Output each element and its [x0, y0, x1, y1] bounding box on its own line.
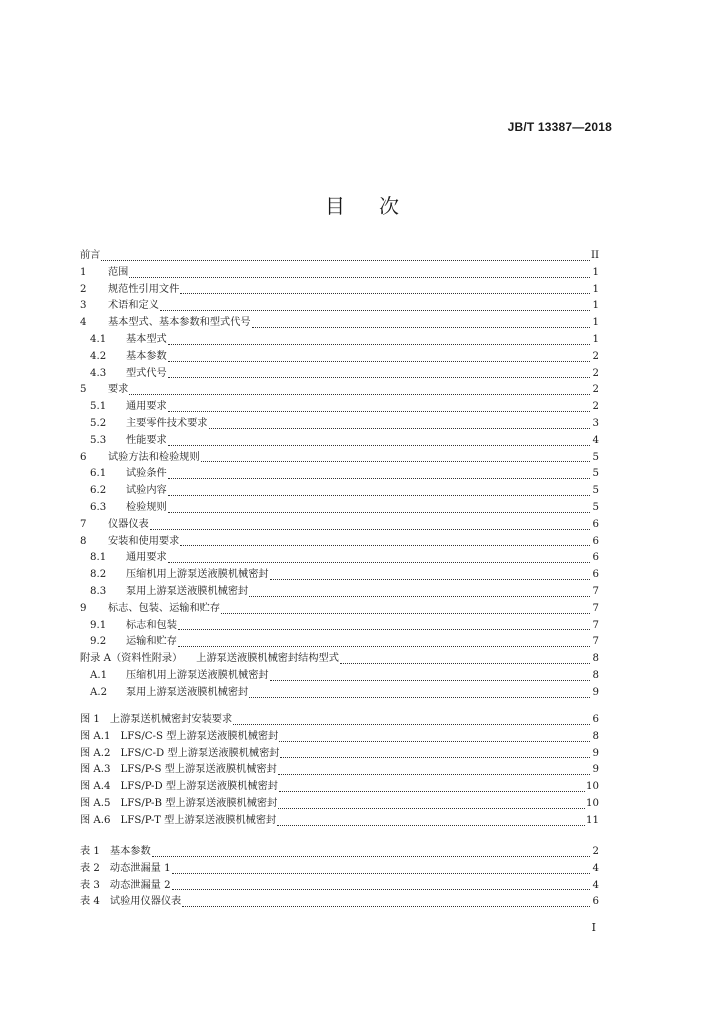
dot-leader	[209, 427, 591, 429]
entry-page-number: 6	[592, 714, 599, 725]
entry-page-number: II	[590, 250, 599, 261]
dot-leader	[178, 628, 590, 630]
standard-code: JB/T 13387—2018	[507, 120, 612, 134]
entry-label: 性能要求	[126, 434, 167, 446]
entry-number: 表 2	[80, 862, 100, 874]
entry-number: 表 4	[80, 896, 100, 908]
entry-label: 泵用上游泵送液膜机械密封	[126, 686, 249, 698]
entry-page-number: 2	[592, 350, 599, 362]
entry-page-number: 1	[592, 283, 599, 295]
entry-number: A.2	[90, 686, 108, 698]
entry-label: 运输和贮存	[126, 636, 177, 648]
entry-label: 压缩机用上游泵送液膜机械密封	[126, 569, 269, 581]
toc-entry[interactable]	[80, 332, 599, 349]
entry-number: 6.1	[90, 468, 107, 480]
entry-label: 前言	[80, 250, 101, 261]
dot-leader	[279, 740, 590, 742]
entry-number: 5.3	[90, 434, 107, 446]
entry-page-number: 7	[592, 619, 599, 631]
entry-label: LFS/C-S 型上游泵送液膜机械密封	[120, 730, 279, 742]
entry-number: 9.2	[90, 636, 107, 648]
entry-number: 1	[80, 266, 87, 278]
entry-label: 泵用上游泵送液膜机械密封	[126, 586, 249, 597]
entry-number: 8.3	[90, 586, 107, 597]
figure-entry[interactable]	[80, 796, 599, 813]
dot-leader	[101, 259, 590, 261]
entry-number: 图 A.2	[80, 747, 111, 759]
entry-label: 标志、包装、运输和贮存	[108, 602, 221, 614]
entry-page-number: 6	[592, 518, 599, 530]
entry-page-number: 5	[592, 468, 599, 480]
dot-leader	[340, 662, 590, 664]
entry-page-number: 10	[586, 798, 599, 809]
dot-leader	[168, 511, 590, 513]
table-entry[interactable]	[80, 878, 599, 895]
entry-label: 压缩机用上游泵送液膜机械密封	[126, 670, 269, 681]
entry-label: 试验用仪器仪表	[109, 896, 182, 908]
entry-number: 图 A.4	[80, 781, 111, 793]
entry-page-number: 7	[592, 586, 599, 597]
dot-leader	[172, 872, 590, 874]
dot-leader	[252, 326, 590, 328]
dot-leader	[168, 561, 590, 563]
toc-entry[interactable]	[80, 483, 599, 500]
entry-page-number: 7	[592, 602, 599, 614]
entry-page-number: 1	[592, 266, 599, 278]
entry-number: 图 A.3	[80, 764, 111, 776]
entry-label: 要求	[108, 384, 129, 396]
entry-page-number: 2	[592, 384, 599, 396]
toc-entry[interactable]	[80, 265, 599, 282]
toc-entry[interactable]	[80, 315, 599, 332]
dot-leader	[280, 756, 590, 758]
entry-label: 上游泵送液膜机械密封结构型式	[196, 653, 339, 665]
entry-number: 6	[80, 451, 87, 463]
dot-leader	[249, 595, 590, 597]
entry-label: 规范性引用文件	[108, 283, 180, 295]
entry-number: 5.1	[90, 401, 107, 413]
entry-number: 4.2	[90, 350, 107, 362]
toc-entry[interactable]	[80, 366, 599, 383]
entry-page-number: 6	[592, 569, 599, 581]
toc-entry[interactable]	[80, 651, 599, 668]
toc-entry[interactable]	[80, 399, 599, 416]
entry-page-number: 8	[592, 730, 599, 742]
toc-entry[interactable]	[80, 601, 599, 618]
toc-entry[interactable]	[80, 382, 599, 399]
entry-label: 通用要求	[126, 552, 167, 564]
entry-number: 6.2	[90, 485, 107, 497]
entry-label: 通用要求	[126, 401, 167, 413]
toc-entry[interactable]	[80, 550, 599, 567]
entry-number: 表 1	[80, 846, 100, 857]
toc-entry[interactable]	[80, 298, 599, 315]
toc-entry[interactable]	[80, 567, 599, 584]
toc-entry[interactable]	[80, 517, 599, 534]
entry-page-number: 9	[592, 764, 599, 776]
entry-label: 基本参数	[126, 350, 167, 362]
figure-entry[interactable]	[80, 712, 599, 729]
dot-leader	[168, 494, 590, 496]
entry-page-number: 11	[586, 814, 599, 826]
entry-page-number: 2	[592, 401, 599, 413]
toc-entry[interactable]	[80, 433, 599, 450]
figure-entry[interactable]	[80, 729, 599, 746]
entry-page-number: 2	[592, 367, 599, 379]
toc-entry[interactable]	[80, 618, 599, 635]
entry-label: 仪器仪表	[108, 518, 149, 530]
entry-number: 图 A.6	[80, 814, 111, 826]
figure-entry[interactable]	[80, 746, 599, 763]
entry-page-number: 10	[586, 781, 599, 793]
toc-entry[interactable]	[80, 282, 599, 299]
toc-entry[interactable]	[80, 668, 599, 685]
dot-leader	[168, 343, 590, 345]
entry-number: 9.1	[90, 619, 107, 631]
entry-page-number: 6	[592, 896, 599, 908]
entry-number: 5	[80, 384, 87, 396]
dot-leader	[233, 723, 590, 725]
entry-page-number: 2	[592, 846, 599, 857]
entry-number: 4.1	[90, 334, 107, 345]
dot-leader	[152, 855, 590, 857]
dot-leader	[168, 360, 590, 362]
entry-label: LFS/C-D 型上游泵送液膜机械密封	[120, 747, 280, 759]
dot-leader	[168, 376, 590, 378]
dot-leader	[277, 824, 585, 826]
entry-number: 6.3	[90, 502, 107, 513]
entry-page-number: 7	[592, 636, 599, 648]
entry-page-number: 1	[592, 317, 599, 329]
entry-number: 2	[80, 283, 87, 295]
entry-number: A.1	[90, 670, 108, 681]
toc-entry[interactable]	[80, 450, 599, 467]
entry-page-number: 1	[592, 334, 599, 345]
entry-label: 术语和定义	[108, 300, 159, 312]
dot-leader	[150, 528, 590, 530]
toc-entry[interactable]	[80, 685, 599, 702]
entry-number: 9	[80, 602, 87, 614]
dot-leader	[168, 444, 590, 446]
dot-leader	[160, 309, 590, 311]
entry-number: 5.2	[90, 418, 107, 429]
dot-leader	[180, 292, 590, 294]
dot-leader	[279, 790, 585, 792]
entry-label: LFS/P-S 型上游泵送液膜机械密封	[120, 764, 277, 776]
dot-leader	[129, 393, 590, 395]
toc-entry[interactable]	[80, 500, 599, 517]
entry-label: LFS/P-B 型上游泵送液膜机械密封	[120, 798, 278, 809]
dot-leader	[168, 477, 590, 479]
entry-number: 图 1	[80, 714, 100, 725]
dot-leader	[178, 645, 590, 647]
entry-label: 基本型式、基本参数和型式代号	[108, 317, 251, 329]
entry-label: 基本参数	[109, 846, 151, 857]
toc-entry[interactable]	[80, 349, 599, 366]
page-number: I	[591, 921, 596, 934]
entry-label: 检验规则	[126, 502, 167, 513]
entry-label: LFS/P-T 型上游泵送液膜机械密封	[120, 814, 277, 826]
toc-entry[interactable]	[80, 634, 599, 651]
dot-leader	[201, 460, 590, 462]
figure-entry[interactable]	[80, 779, 599, 796]
entry-label: 主要零件技术要求	[126, 418, 208, 429]
entry-number: 附录 A（资料性附录）	[80, 653, 183, 665]
dot-leader	[278, 807, 585, 809]
entry-label: 试验内容	[126, 485, 167, 497]
entry-number: 3	[80, 300, 87, 312]
entry-label: 标志和包装	[126, 619, 177, 631]
dot-leader	[221, 612, 590, 614]
toc-entry[interactable]	[80, 466, 599, 483]
dot-leader	[182, 905, 590, 907]
dot-leader	[278, 773, 590, 775]
dot-leader	[270, 578, 590, 580]
entry-label: 范围	[108, 266, 129, 278]
dot-leader	[172, 888, 590, 890]
table-entry[interactable]	[80, 844, 599, 861]
table-entry[interactable]	[80, 861, 599, 878]
entry-page-number: 8	[592, 653, 599, 665]
entry-number: 4.3	[90, 367, 107, 379]
dot-leader	[249, 696, 590, 698]
entry-number: 8.1	[90, 552, 107, 564]
entry-label: 型式代号	[126, 367, 167, 379]
entry-label: 试验方法和检验规则	[108, 451, 200, 463]
table-entry[interactable]	[80, 894, 599, 911]
toc-entry[interactable]	[80, 248, 599, 265]
entry-number: 7	[80, 518, 87, 530]
entry-page-number: 6	[592, 535, 599, 547]
entry-page-number: 3	[592, 418, 599, 429]
entry-page-number: 9	[592, 747, 599, 759]
entry-page-number: 5	[592, 451, 599, 463]
entry-page-number: 5	[592, 485, 599, 497]
dot-leader	[168, 410, 590, 412]
figure-entry[interactable]	[80, 813, 599, 830]
entry-label: 上游泵送机械密封安装要求	[109, 714, 233, 725]
entry-number: 8	[80, 535, 87, 547]
entry-number: 4	[80, 317, 87, 329]
entry-page-number: 1	[592, 300, 599, 312]
dot-leader	[180, 544, 590, 546]
entry-label: 基本型式	[126, 334, 167, 345]
entry-label: 动态泄漏量 1	[109, 862, 171, 874]
dot-leader	[129, 276, 590, 278]
entry-number: 8.2	[90, 569, 107, 581]
toc-entry[interactable]	[80, 534, 599, 551]
entry-number: 图 A.1	[80, 730, 111, 742]
entry-page-number: 9	[592, 686, 599, 698]
entry-label: LFS/P-D 型上游泵送液膜机械密封	[120, 781, 278, 793]
toc-entry[interactable]	[80, 416, 599, 433]
entry-page-number: 8	[592, 670, 599, 681]
entry-number: 表 3	[80, 879, 100, 891]
dot-leader	[270, 679, 590, 681]
entry-page-number: 5	[592, 502, 599, 513]
entry-page-number: 4	[592, 862, 599, 874]
entry-number: 图 A.5	[80, 798, 111, 809]
entry-label: 安装和使用要求	[108, 535, 180, 547]
entry-page-number: 4	[592, 434, 599, 446]
page-title: 目次	[325, 194, 433, 218]
entry-label: 试验条件	[126, 468, 167, 480]
entry-page-number: 6	[592, 552, 599, 564]
figure-entry[interactable]	[80, 762, 599, 779]
toc-entry[interactable]	[80, 584, 599, 601]
entry-page-number: 4	[592, 879, 599, 891]
entry-label: 动态泄漏量 2	[109, 879, 171, 891]
